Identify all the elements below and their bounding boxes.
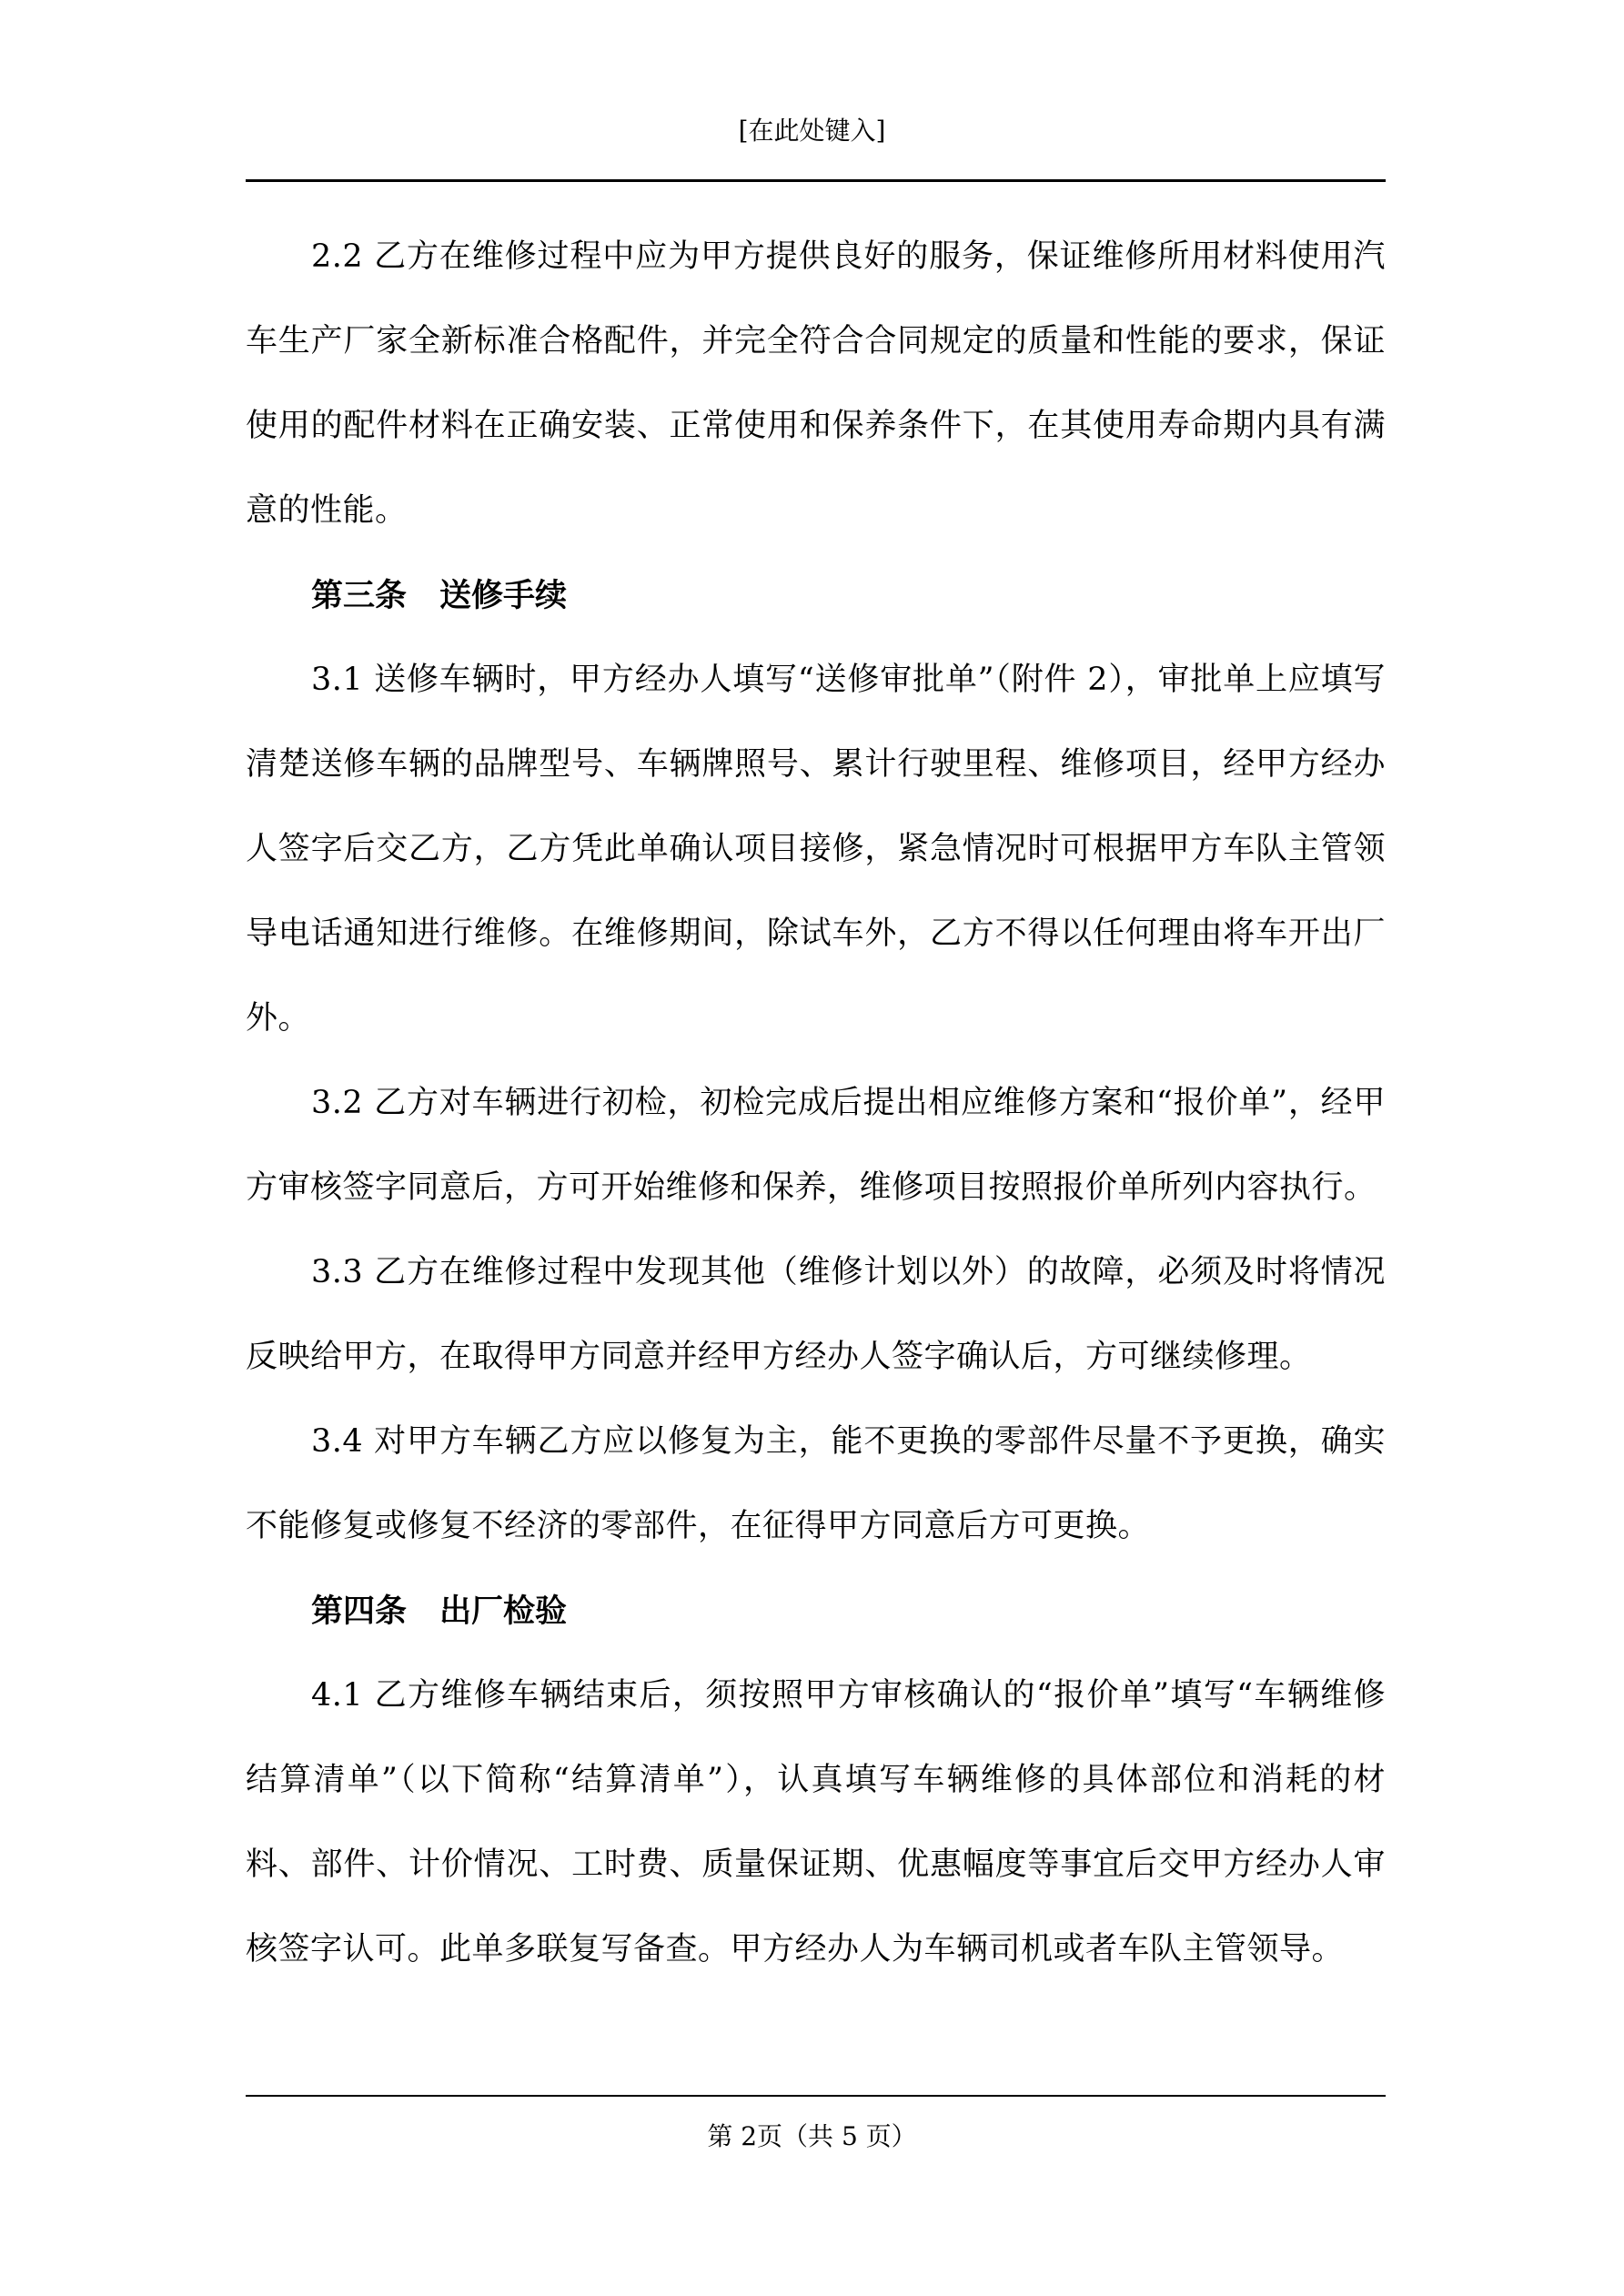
- header-divider: [246, 179, 1386, 182]
- article-3-number: 第三条: [311, 577, 408, 614]
- page-footer: 第 2页（共 5 页）: [707, 2121, 917, 2151]
- article-3-title: 送修手续: [439, 577, 568, 614]
- clause-3-2: 3.2 乙方对车辆进行初检，初检完成后提出相应维修方案和“报价单”，经甲方审核签字同意后，方可开始维修和保养，维修项目按照报价单所列内容执行。: [246, 1085, 1386, 1206]
- page-header: [在此处键入]: [738, 116, 886, 146]
- document-body: [246, 215, 1386, 1992]
- article-4-heading: [246, 1569, 1386, 1654]
- clause-3-3: 3.3 乙方在维修过程中发现其他（维修计划以外）的故障，必须及时将情况反映给甲方，在取得甲方同意并经甲方经办人签字确认后，方可继续修理。: [246, 1254, 1386, 1375]
- clause-2-2: 2.2 乙方在维修过程中应为甲方提供良好的服务，保证维修所用材料使用汽车生产厂家全新标准合格配件，并完全符合合同规定的质量和性能的要求，保证使用的配件材料在正确安装、正常使用和保养条件下，在其使用寿命期内具有满意的性能。: [246, 238, 1386, 529]
- clause-4-1: 4.1 乙方维修车辆结束后，须按照甲方审核确认的“报价单”填写“车辆维修结算清单”（以下简称“结算清单”），认真填写车辆维修的具体部位和消耗的材料、部件、计价情况、工时费、质量保证期、优惠幅度等事宜后交甲方经办人审核签字认可。此单多联复写备查。甲方经办人为车辆司机或者车队主管领导。: [246, 1677, 1386, 1967]
- clause-3-4: 3.4 对甲方车辆乙方应以修复为主，能不更换的零部件尽量不予更换，确实不能修复或修复不经济的零部件，在征得甲方同意后方可更换。: [246, 1423, 1386, 1544]
- article-3-heading: [246, 553, 1386, 638]
- article-4-number: 第四条: [311, 1593, 408, 1630]
- footer-divider: [246, 2095, 1386, 2097]
- clause-3-1: 3.1 送修车辆时，甲方经办人填写“送修审批单”（附件 2），审批单上应填写清楚送修车辆的品牌型号、车辆牌照号、累计行驶里程、维修项目，经甲方经办人签字后交乙方，乙方凭此单确认项目接修，紧急情况时可根据甲方车队主管领导电话通知进行维修。在维修期间，除试车外，乙方不得以任何理由将车开出厂外。: [246, 662, 1386, 1037]
- article-4-title: 出厂检验: [439, 1593, 568, 1630]
